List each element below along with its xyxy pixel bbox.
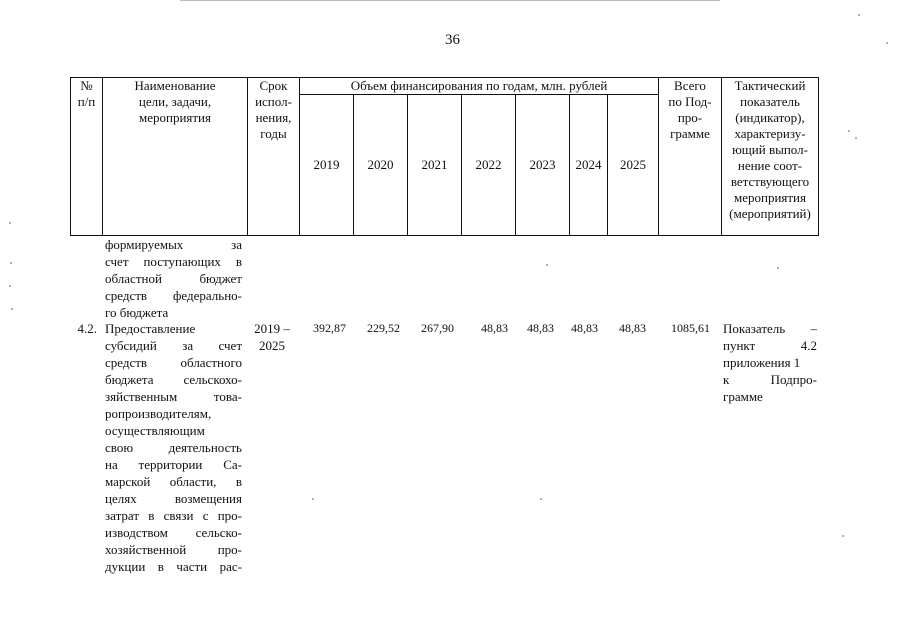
header-year-2025: 2025 (608, 95, 659, 236)
header-year-2022: 2022 (462, 95, 516, 236)
scan-top-edge (180, 0, 720, 1)
row-indicator: Показатель – пункт 4.2 приложения 1 к Подпро- грамме (723, 321, 817, 404)
header-year-2021: 2021 (408, 95, 462, 236)
header-col-funding: Объем финансирования по годам, млн. рублей (300, 78, 659, 95)
row-name: Предоставление субсидий за счет средств областного бюджета сельскохо- зяйственным това- ропроизводителям, осуществляющим свою деятельность на территории Са- марской области, в целях возмещения затрат в связи с про- изводством сельско- хозяйственной про- дукции в части рас- (105, 321, 242, 574)
table-header (70, 77, 819, 236)
row-value-2023: 48,83 (527, 321, 554, 335)
header-year-2020: 2020 (354, 95, 408, 236)
header-col-indicator: Тактический показатель (индикатор), характеризу- ющий выпол- нение соот- ветствующего мероприятия (мероприятий) (722, 78, 819, 236)
row-value-2025: 48,83 (619, 321, 646, 335)
header-year-2019: 2019 (300, 95, 354, 236)
continuation-text: формируемых за счет поступающих в областной бюджет средств федерально- го бюджета (105, 237, 242, 320)
header-year-2023: 2023 (516, 95, 570, 236)
page-number: 36 (445, 32, 460, 48)
row-value-2022: 48,83 (481, 321, 508, 335)
row-number: 4.2. (77, 321, 97, 336)
header-col-number: № п/п (71, 78, 103, 236)
header-col-total: Всего по Под- про- грамме (659, 78, 722, 236)
row-total: 1085,61 (671, 321, 710, 335)
row-term: 2019 – 2025 (254, 321, 290, 353)
header-year-2024: 2024 (570, 95, 608, 236)
row-value-2024: 48,83 (571, 321, 598, 335)
row-value-2021: 267,90 (421, 321, 454, 335)
row-value-2020: 229,52 (367, 321, 400, 335)
header-col-name: Наименование цели, задачи, мероприятия (103, 78, 248, 236)
row-value-2019: 392,87 (313, 321, 346, 335)
header-col-term: Срок испол- нения, годы (248, 78, 300, 236)
